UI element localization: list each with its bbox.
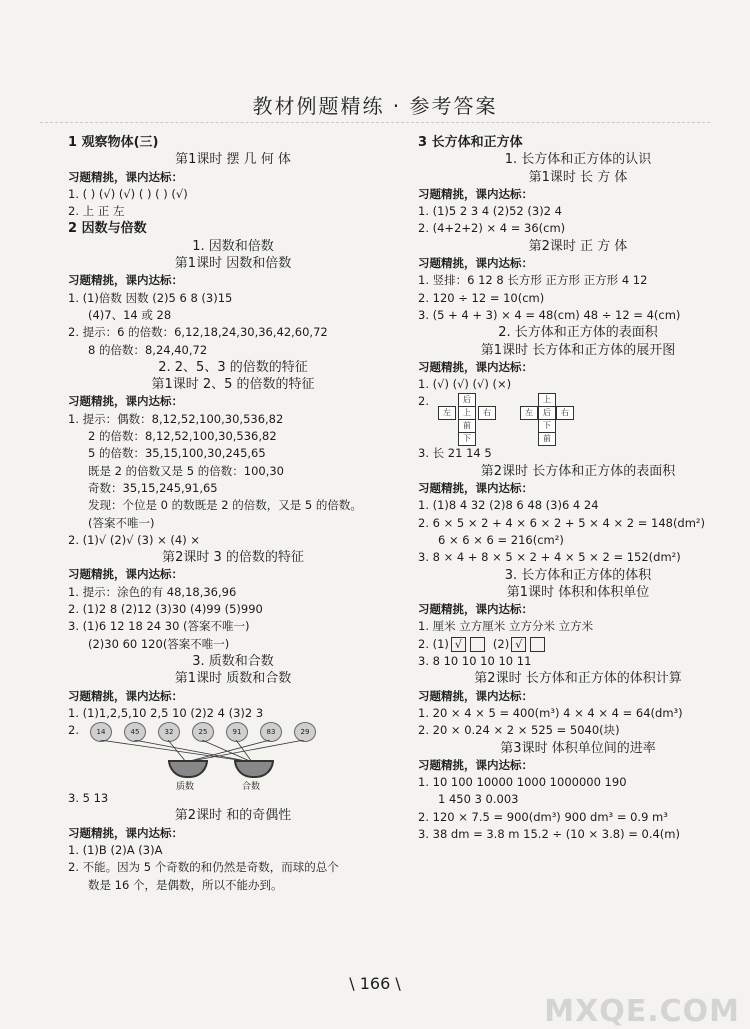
answer-line: 3. 8 × 4 + 8 × 5 × 2 + 4 × 5 × 2 = 152(dm²) xyxy=(418,550,681,565)
exercise-label: 习题精挑，课内达标： xyxy=(68,567,183,582)
answer-line: 3. (1)6 12 18 24 30 (答案不唯一) xyxy=(68,619,250,634)
section-heading: 1. 因数和倍数 xyxy=(192,238,274,254)
net-face: 后 xyxy=(458,393,476,407)
answer-line: 2. (4+2+2) × 4 = 36(cm) xyxy=(418,221,566,236)
answer-line: 1. (1)5 2 3 4 (2)52 (3)2 4 xyxy=(418,204,562,219)
answer-line: 1. (1)倍数 因数 (2)5 6 8 (3)15 xyxy=(68,290,233,305)
lesson-heading: 第2课时 和的奇偶性 xyxy=(174,808,292,824)
cube-nets-figure xyxy=(418,393,738,445)
answer-line: 1. 10 100 10000 1000 1000000 190 xyxy=(418,775,627,790)
apple-number: 83 xyxy=(260,722,282,742)
exercise-label: 习题精挑，课内达标： xyxy=(418,602,533,617)
lesson-heading: 第2课时 正 方 体 xyxy=(528,238,628,254)
lesson-heading: 第3课时 体积单位间的进率 xyxy=(500,740,656,756)
answer-line-continued: 数是 16 个，是偶数，所以不能办到。 xyxy=(88,877,283,892)
exercise-label: 习题精挑，课内达标： xyxy=(418,757,533,772)
apple-number: 29 xyxy=(294,722,316,742)
lesson-heading: 第1课时 质数和合数 xyxy=(174,671,292,687)
answer-line: 3. 长 21 14 5 xyxy=(418,446,492,461)
net-face: 左 xyxy=(520,406,538,420)
exercise-label: 习题精挑，课内达标： xyxy=(418,481,533,496)
checked-box: √ xyxy=(511,637,526,652)
answer-line-continued: 5 的倍数：35,15,100,30,245,65 xyxy=(88,446,266,461)
answer-line-continued: (答案不唯一) xyxy=(88,515,155,530)
prime-composite-figure xyxy=(68,722,398,793)
answer-line: 2. 不能。因为 5 个奇数的和仍然是奇数，而球的总个 xyxy=(68,860,339,875)
page-title: 教材例题精练 · 参考答案 xyxy=(252,94,498,118)
answer-line-continued: 6 × 6 × 6 = 216(cm²) xyxy=(438,532,564,547)
basket-label: 合数 xyxy=(242,782,261,793)
net-face: 左 xyxy=(438,406,456,420)
item-number: 2. xyxy=(68,723,79,738)
answer-line: 1. (1)1,2,5,10 2,5 10 (2)2 4 (3)2 3 xyxy=(68,705,264,720)
watermark-logo: MXQE.COM xyxy=(544,994,740,1029)
answer-line: 1. ( ) (√) (√) ( ) ( ) (√) xyxy=(68,186,188,201)
lesson-heading: 第2课时 长方体和正方体的体积计算 xyxy=(474,671,682,687)
net-face: 上 xyxy=(458,406,476,420)
apple-number: 14 xyxy=(90,722,112,742)
exercise-label: 习题精挑，课内达标： xyxy=(68,394,183,409)
answer-line: 3. (5 + 4 + 3) × 4 = 48(cm) 48 ÷ 12 = 4(cm) xyxy=(418,307,681,322)
item-label: 2. (1) xyxy=(418,636,449,651)
answer-line: 2. 6 × 5 × 2 + 4 × 6 × 2 + 5 × 4 × 2 = 148(dm²) xyxy=(418,515,706,530)
answer-line: 1. 提示：涂色的有 48,18,36,96 xyxy=(68,584,237,599)
section-heading: 3. 质数和合数 xyxy=(192,653,274,669)
exercise-label: 习题精挑，课内达标： xyxy=(68,688,183,703)
chapter-heading: 2 因数与倍数 xyxy=(68,221,147,237)
apple-number: 32 xyxy=(158,722,180,742)
answer-line: 1. (1)B (2)A (3)A xyxy=(68,842,163,857)
item-number: 2. xyxy=(418,394,429,409)
net-face: 后 xyxy=(538,406,556,420)
lesson-heading: 第1课时 长方体和正方体的展开图 xyxy=(480,342,676,358)
empty-box xyxy=(470,637,485,652)
apple-number: 45 xyxy=(124,722,146,742)
empty-box xyxy=(530,637,545,652)
answer-line: 2. 120 ÷ 12 = 10(cm) xyxy=(418,290,545,305)
answer-line-continued: 2 的倍数：8,12,52,100,30,536,82 xyxy=(88,429,277,444)
answer-line: 2. (1)2 8 (2)12 (3)30 (4)99 (5)990 xyxy=(68,602,263,617)
answer-line: 1. 提示：偶数：8,12,52,100,30,536,82 xyxy=(68,411,284,426)
section-heading: 2. 长方体和正方体的表面积 xyxy=(498,325,658,341)
exercise-label: 习题精挑，课内达标： xyxy=(68,169,183,184)
answer-line: 2. 20 × 0.24 × 2 × 525 = 5040(块) xyxy=(418,723,620,738)
exercise-label: 习题精挑，课内达标： xyxy=(418,256,533,271)
answer-line-continued: 发现：个位是 0 的数既是 2 的倍数，又是 5 的倍数。 xyxy=(88,498,362,513)
answer-line: 3. 8 10 10 10 10 11 xyxy=(418,654,532,669)
lesson-heading: 第1课时 2、5 的倍数的特征 xyxy=(151,377,315,393)
section-heading: 3. 长方体和正方体的体积 xyxy=(504,567,652,583)
answer-line: 1. (√) (√) (√) (×) xyxy=(418,377,512,392)
lesson-heading: 第1课时 摆 几 何 体 xyxy=(175,152,291,168)
answer-line-continued: (2)30 60 120(答案不唯一) xyxy=(88,636,230,651)
title-divider xyxy=(40,122,710,123)
section-heading: 2. 2、5、3 的倍数的特征 xyxy=(158,359,308,375)
net-face: 前 xyxy=(458,419,476,433)
left-column xyxy=(68,134,398,894)
exercise-label: 习题精挑，课内达标： xyxy=(418,359,533,374)
apple-number: 25 xyxy=(192,722,214,742)
exercise-label: 习题精挑，课内达标： xyxy=(418,186,533,201)
answer-line: 2. 120 × 7.5 = 900(dm³) 900 dm³ = 0.9 m³ xyxy=(418,809,668,824)
lesson-heading: 第1课时 因数和倍数 xyxy=(174,256,292,272)
apple-number: 91 xyxy=(226,722,248,742)
answer-line: 1. 竖排：6 12 8 长方形 正方形 正方形 4 12 xyxy=(418,273,648,288)
answer-line: 1. 厘米 立方厘米 立方分米 立方米 xyxy=(418,619,594,634)
match-line xyxy=(168,740,186,762)
answer-line: 2. 上 正 左 xyxy=(68,204,125,219)
item-label: (2) xyxy=(492,636,510,651)
answer-line: 2. (1)√ (2)√ (3) × (4) × xyxy=(68,532,200,547)
basket-label: 质数 xyxy=(176,782,195,793)
chapter-heading: 1 观察物体(三) xyxy=(68,135,159,150)
answer-line: 1. (1)8 4 32 (2)8 6 48 (3)6 4 24 xyxy=(418,498,599,513)
net-face: 下 xyxy=(458,432,476,446)
exercise-label: 习题精挑，课内达标： xyxy=(68,273,183,288)
net-face: 上 xyxy=(538,393,556,407)
net-face: 右 xyxy=(478,406,496,420)
lesson-heading: 第2课时 长方体和正方体的表面积 xyxy=(480,463,676,479)
net-face: 下 xyxy=(538,419,556,433)
answer-line-continued: 1 450 3 0.003 xyxy=(438,792,519,807)
answer-line: 3. 38 dm = 3.8 m 15.2 ÷ (10 × 3.8) = 0.4(m) xyxy=(418,826,680,841)
section-heading: 1. 长方体和正方体的认识 xyxy=(504,152,652,168)
answer-line-continued: 奇数：35,15,245,91,65 xyxy=(88,480,218,495)
net-face: 前 xyxy=(538,432,556,446)
answer-line: 1. 20 × 4 × 5 = 400(m³) 4 × 4 × 4 = 64(dm³) xyxy=(418,705,683,720)
checkbox-answer-row xyxy=(418,636,738,653)
answer-line-continued: 8 的倍数：8,24,40,72 xyxy=(88,342,208,357)
lesson-heading: 第1课时 体积和体积单位 xyxy=(506,584,650,600)
exercise-label: 习题精挑，课内达标： xyxy=(68,825,183,840)
right-column xyxy=(418,134,738,843)
lesson-heading: 第1课时 长 方 体 xyxy=(528,169,628,185)
net-face: 右 xyxy=(556,406,574,420)
answer-line: 2. 提示：6 的倍数：6,12,18,24,30,36,42,60,72 xyxy=(68,325,328,340)
match-line xyxy=(134,740,252,762)
answer-line-continued: 既是 2 的倍数又是 5 的倍数：100,30 xyxy=(88,463,284,478)
checked-box: √ xyxy=(451,637,466,652)
answer-line-continued: (4)7、14 或 28 xyxy=(88,307,172,322)
lesson-heading: 第2课时 3 的倍数的特征 xyxy=(162,550,304,566)
exercise-label: 习题精挑，课内达标： xyxy=(418,688,533,703)
chapter-heading: 3 长方体和正方体 xyxy=(418,135,523,150)
answer-line: 3. 5 13 xyxy=(68,791,109,806)
page-number: \ 166 \ xyxy=(349,974,401,993)
